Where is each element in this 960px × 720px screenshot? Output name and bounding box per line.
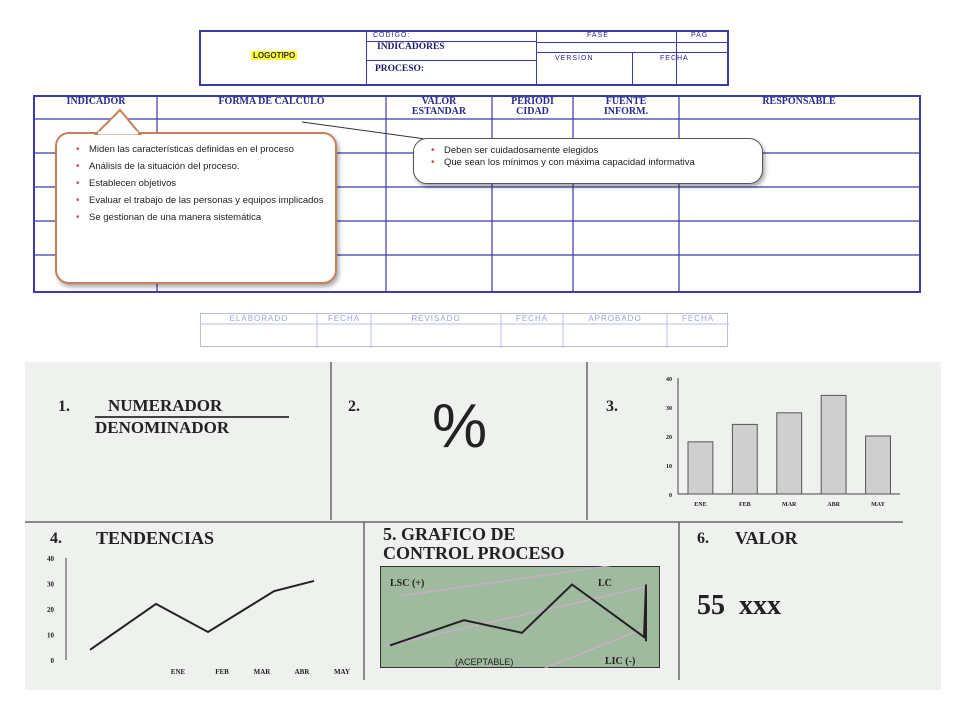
codigo-label: CODIGO:	[373, 32, 411, 39]
y-tick-label: 20	[47, 606, 54, 614]
sig-fecha-2: FECHA	[515, 314, 549, 323]
callout-left-item: • Evaluar el trabajo de las personas y equipos implicados	[89, 195, 341, 206]
panel-4-title: TENDENCIAS	[96, 528, 215, 548]
bar	[732, 424, 757, 494]
lsc-line	[400, 566, 650, 596]
proceso-label: PROCESO:	[375, 64, 425, 74]
x-tick-label: ENE	[170, 668, 186, 676]
col-header-indicador: INDICADOR	[66, 96, 126, 107]
callout-left	[55, 132, 337, 284]
col-header-periodicidad: PERIODI CIDAD	[511, 96, 554, 117]
fecha-label: FECHA	[660, 55, 689, 62]
panel-2-number: 2.	[348, 398, 360, 415]
panel-5-title-line2: CONTROL PROCESO	[383, 543, 565, 563]
y-tick-label: 40	[666, 377, 672, 383]
panel-5-title-line1: 5. GRAFICO DE	[383, 524, 516, 544]
y-tick-label: 10	[666, 464, 672, 470]
col-header-valor-estandar: VALOR ESTANDAR	[411, 96, 467, 117]
callout-left-item: • Análisis de la situación del proceso.	[89, 161, 341, 172]
y-tick-label: 20	[666, 435, 672, 441]
signature-row	[200, 313, 728, 347]
callout-left-pointer	[90, 108, 170, 138]
sig-aprobado: APROBADO	[588, 314, 642, 323]
callout-left-item: • Se gestionan de una manera sistemática	[89, 212, 341, 223]
lc-line	[386, 586, 650, 646]
bar	[866, 436, 891, 494]
y-tick-label: 30	[47, 580, 54, 589]
bar	[821, 395, 846, 494]
pag-label: PAG	[691, 32, 709, 39]
fase-label: FASE	[587, 32, 609, 39]
sig-fecha-1: FECHA	[327, 314, 361, 323]
x-tick-label: ENE	[694, 502, 707, 508]
x-tick-label: MAY	[871, 502, 885, 508]
callout-right-item: • Deben ser cuidadosamente elegidos	[444, 145, 764, 156]
panel-6-title: VALOR	[735, 528, 798, 548]
sig-elaborado: ELABORADO	[229, 314, 289, 323]
x-tick-label: MAR	[782, 502, 797, 508]
y-tick-label: 30	[666, 406, 672, 412]
col-header-fuente-inform: FUENTE INFORM.	[603, 96, 649, 117]
x-tick-label: ABR	[294, 668, 310, 676]
bar	[688, 442, 713, 494]
callout-left-item: • Establecen objetivos	[89, 178, 341, 189]
x-tick-label: FEB	[738, 502, 751, 508]
percent-symbol: %	[432, 392, 488, 461]
logo-label: LOGOTIPO	[253, 51, 296, 60]
panel-1-numerator: NUMERADOR	[108, 396, 223, 415]
callout-left-item: • Miden las características definidas en el proceso	[89, 144, 341, 155]
lic-label: LIC (-)	[605, 656, 636, 667]
sig-revisado: REVISADO	[411, 314, 461, 323]
version-label: VERSION	[555, 55, 594, 62]
panel-1-denominator: DENOMINADOR	[95, 418, 230, 437]
col-header-forma-calculo: FORMA DE CALCULO	[218, 96, 325, 107]
trend-line-chart	[28, 550, 358, 680]
y-tick-label: 0	[50, 657, 54, 665]
x-tick-label: FEB	[215, 668, 229, 676]
callout-right-item: • Que sean los mínimos y con máxima capacidad informativa	[444, 157, 764, 168]
panel-4-number: 4.	[50, 530, 62, 547]
panel-6-value: 55 xxx	[697, 590, 781, 621]
x-tick-label: ABR	[827, 502, 840, 508]
col-header-responsable: RESPONSABLE	[762, 96, 836, 107]
x-tick-label: MAY	[333, 668, 351, 676]
y-tick-label: 0	[669, 493, 672, 499]
callout-right	[413, 138, 763, 184]
x-tick-label: MAR	[253, 668, 271, 676]
trend-line	[90, 581, 314, 650]
indicadores-label: INDICADORES	[377, 42, 445, 52]
bar	[777, 413, 802, 494]
aceptable-label: (ACEPTABLE)	[455, 657, 514, 667]
lc-label: LC	[598, 578, 612, 589]
y-tick-label: 40	[47, 555, 54, 563]
lsc-label: LSC (+)	[390, 578, 425, 589]
panel-3-number: 3.	[606, 398, 618, 415]
panel-6-number: 6.	[697, 530, 709, 547]
bar-chart	[650, 368, 910, 518]
y-tick-label: 10	[47, 631, 54, 640]
sig-fecha-3: FECHA	[681, 314, 715, 323]
panel-1-number: 1.	[58, 398, 70, 415]
